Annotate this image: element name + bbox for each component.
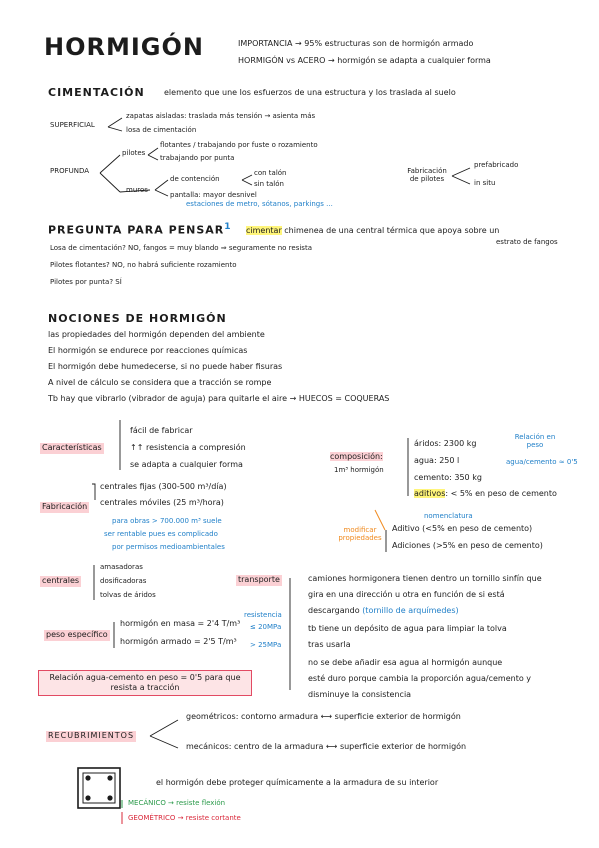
relacion-box: Relación agua-cemento en peso = 0'5 para que resista a tracción bbox=[38, 670, 252, 696]
recubrimientos-protect: el hormigón debe proteger químicamente a la armadura de su interior bbox=[156, 778, 439, 787]
fabricacion-moviles: centrales móviles (25 m³/hora) bbox=[100, 498, 224, 507]
composicion-agua: agua: 250 l bbox=[414, 456, 460, 465]
resistencia-1: ≤ 20MPa bbox=[250, 623, 282, 631]
transporte-line-5: tras usarla bbox=[308, 640, 351, 649]
pantalla-note: estaciones de metro, sótanos, parkings ... bbox=[186, 200, 333, 208]
pregunta-answer-1: Losa de cimentación? NO, fangos = muy blando ⇒ seguramente no resista bbox=[50, 244, 312, 252]
fabricacion-fijas: centrales fijas (300-500 m³/día) bbox=[100, 482, 227, 491]
recubrimientos-label: RECUBRIMIENTOS bbox=[48, 731, 135, 740]
resistencia-2: > 25MPa bbox=[250, 641, 282, 649]
centrales-label: centrales bbox=[42, 576, 80, 585]
nociones-line-1: las propiedades del hormigón dependen del ambiente bbox=[48, 330, 265, 339]
cimentacion-desc: elemento que une los esfuerzos de una estructura y los traslada al suelo bbox=[164, 88, 456, 97]
relacion-label: Relación en peso bbox=[514, 433, 556, 449]
composicion-sub: 1m³ hormigón bbox=[334, 466, 384, 474]
composicion-label: composición: bbox=[330, 452, 383, 461]
composicion-aridos: áridos: 2300 kg bbox=[414, 439, 477, 448]
pilotes-label: pilotes bbox=[122, 149, 146, 157]
prefabricado: prefabricado bbox=[474, 161, 519, 169]
nociones-line-4: A nivel de cálculo se considera que a tracción se rompe bbox=[48, 378, 272, 387]
transporte-line-6: no se debe añadir esa agua al hormigón aunque bbox=[308, 658, 503, 667]
contencion-label: de contención bbox=[170, 175, 220, 183]
fabricacion-note-1: para obras > 700.000 m³ suele bbox=[112, 517, 222, 525]
peso-masa: hormigón en masa = 2'4 T/m³ bbox=[120, 619, 241, 628]
transporte-line-8: disminuye la consistencia bbox=[308, 690, 412, 699]
in-situ: in situ bbox=[474, 179, 496, 187]
centrales-item-2: dosificadoras bbox=[100, 577, 147, 585]
transporte-line-3: descargando (tornillo de arquímedes) bbox=[308, 606, 459, 615]
pregunta-answer-2: Pilotes flotantes? NO, no habrá suficiente rozamiento bbox=[50, 261, 237, 269]
nociones-line-2: El hormigón se endurece por reacciones químicas bbox=[48, 346, 248, 355]
muros-label: muros bbox=[126, 186, 148, 194]
pantalla-label: pantalla: mayor desnivel bbox=[170, 191, 257, 199]
intro-line-1: IMPORTANCIA → 95% estructuras son de hormigón armado bbox=[238, 39, 474, 48]
modificar-label: modificar propiedades bbox=[338, 526, 382, 542]
superficial-item-1: zapatas aisladas: traslada más tensión → asienta más bbox=[126, 112, 316, 120]
geometrico-label: GEOMÉTRICO → resiste cortante bbox=[128, 814, 241, 822]
recubrimientos-geo: geométricos: contorno armadura ⟷ superficie exterior de hormigón bbox=[186, 712, 461, 721]
composicion-aditivos: aditivos: < 5% en peso de cemento bbox=[414, 489, 557, 498]
pilotes-item-1: flotantes / trabajando por fuste o rozamiento bbox=[160, 141, 318, 149]
transporte-line-7: esté duro porque cambia la proporción agua/cemento y bbox=[308, 674, 531, 683]
sin-talon: sin talón bbox=[254, 180, 284, 188]
caracteristicas-label: Características bbox=[42, 443, 102, 452]
pregunta-question-2: estrato de fangos bbox=[496, 238, 558, 246]
transporte-line-1: camiones hormigonera tienen dentro un tornillo sinfín que bbox=[308, 574, 542, 583]
pregunta-heading: PREGUNTA PARA PENSAR$^1$ bbox=[48, 222, 232, 237]
caracteristicas-item-1: fácil de fabricar bbox=[130, 426, 193, 435]
nociones-heading: NOCIONES DE HORMIGÓN bbox=[48, 312, 227, 325]
recubrimientos-mec: mecánicos: centro de la armadura ⟷ superficie exterior de hormigón bbox=[186, 742, 467, 751]
centrales-item-3: tolvas de áridos bbox=[100, 591, 156, 599]
peso-armado: hormigón armado = 2'5 T/m³ bbox=[120, 637, 237, 646]
superficial-item-2: losa de cimentación bbox=[126, 126, 197, 134]
con-talon: con talón bbox=[254, 169, 287, 177]
intro-line-2: HORMIGÓN vs ACERO → hormigón se adapta a cualquier forma bbox=[238, 56, 491, 65]
fabricacion-note-2: ser rentable pues es complicado bbox=[104, 530, 218, 538]
page-title: HORMIGÓN bbox=[44, 33, 204, 61]
modificar-aditivo: Aditivo (<5% en peso de cemento) bbox=[392, 524, 533, 533]
fabricacion-note-3: por permisos medioambientales bbox=[112, 543, 225, 551]
mecanico-label: MECÁNICO → resiste flexión bbox=[128, 799, 226, 807]
composicion-cemento: cemento: 350 kg bbox=[414, 473, 482, 482]
transporte-line-2: gira en una dirección u otra en función de si está bbox=[308, 590, 505, 599]
superficial-label: SUPERFICIAL bbox=[50, 121, 95, 129]
nomenclatura-label: nomenclatura bbox=[424, 512, 473, 520]
nociones-line-5: Tb hay que vibrarlo (vibrador de aguja) para quitarle el aire → HUECOS = COQUERAS bbox=[48, 394, 390, 403]
relacion-ratio: agua/cemento ≈ 0'5 bbox=[506, 458, 578, 466]
profunda-label: PROFUNDA bbox=[50, 167, 90, 175]
modificar-adiciones: Adiciones (>5% en peso de cemento) bbox=[392, 541, 543, 550]
pregunta-question: cimentar chimenea de una central térmica que apoya sobre un bbox=[246, 226, 500, 235]
peso-label: peso específico bbox=[46, 630, 108, 639]
caracteristicas-item-3: se adapta a cualquier forma bbox=[130, 460, 243, 469]
pregunta-answer-3: Pilotes por punta? SÍ bbox=[50, 278, 122, 286]
pilotes-item-2: trabajando por punta bbox=[160, 154, 235, 162]
centrales-item-1: amasadoras bbox=[100, 563, 143, 571]
fabricacion-label: Fabricación bbox=[42, 502, 88, 511]
caracteristicas-item-2: ↑↑ resistencia a compresión bbox=[130, 443, 246, 452]
transporte-line-4: tb tiene un depósito de agua para limpiar la tolva bbox=[308, 624, 507, 633]
column-section-diagram bbox=[78, 768, 122, 824]
resistencia-label: resistencia bbox=[244, 611, 282, 619]
transporte-label: transporte bbox=[238, 575, 280, 584]
fabricacion-pilotes-label: Fabricación de pilotes bbox=[407, 167, 447, 183]
cimentacion-heading: CIMENTACIÓN bbox=[48, 86, 145, 99]
nociones-line-3: El hormigón debe humedecerse, si no puede haber fisuras bbox=[48, 362, 283, 371]
